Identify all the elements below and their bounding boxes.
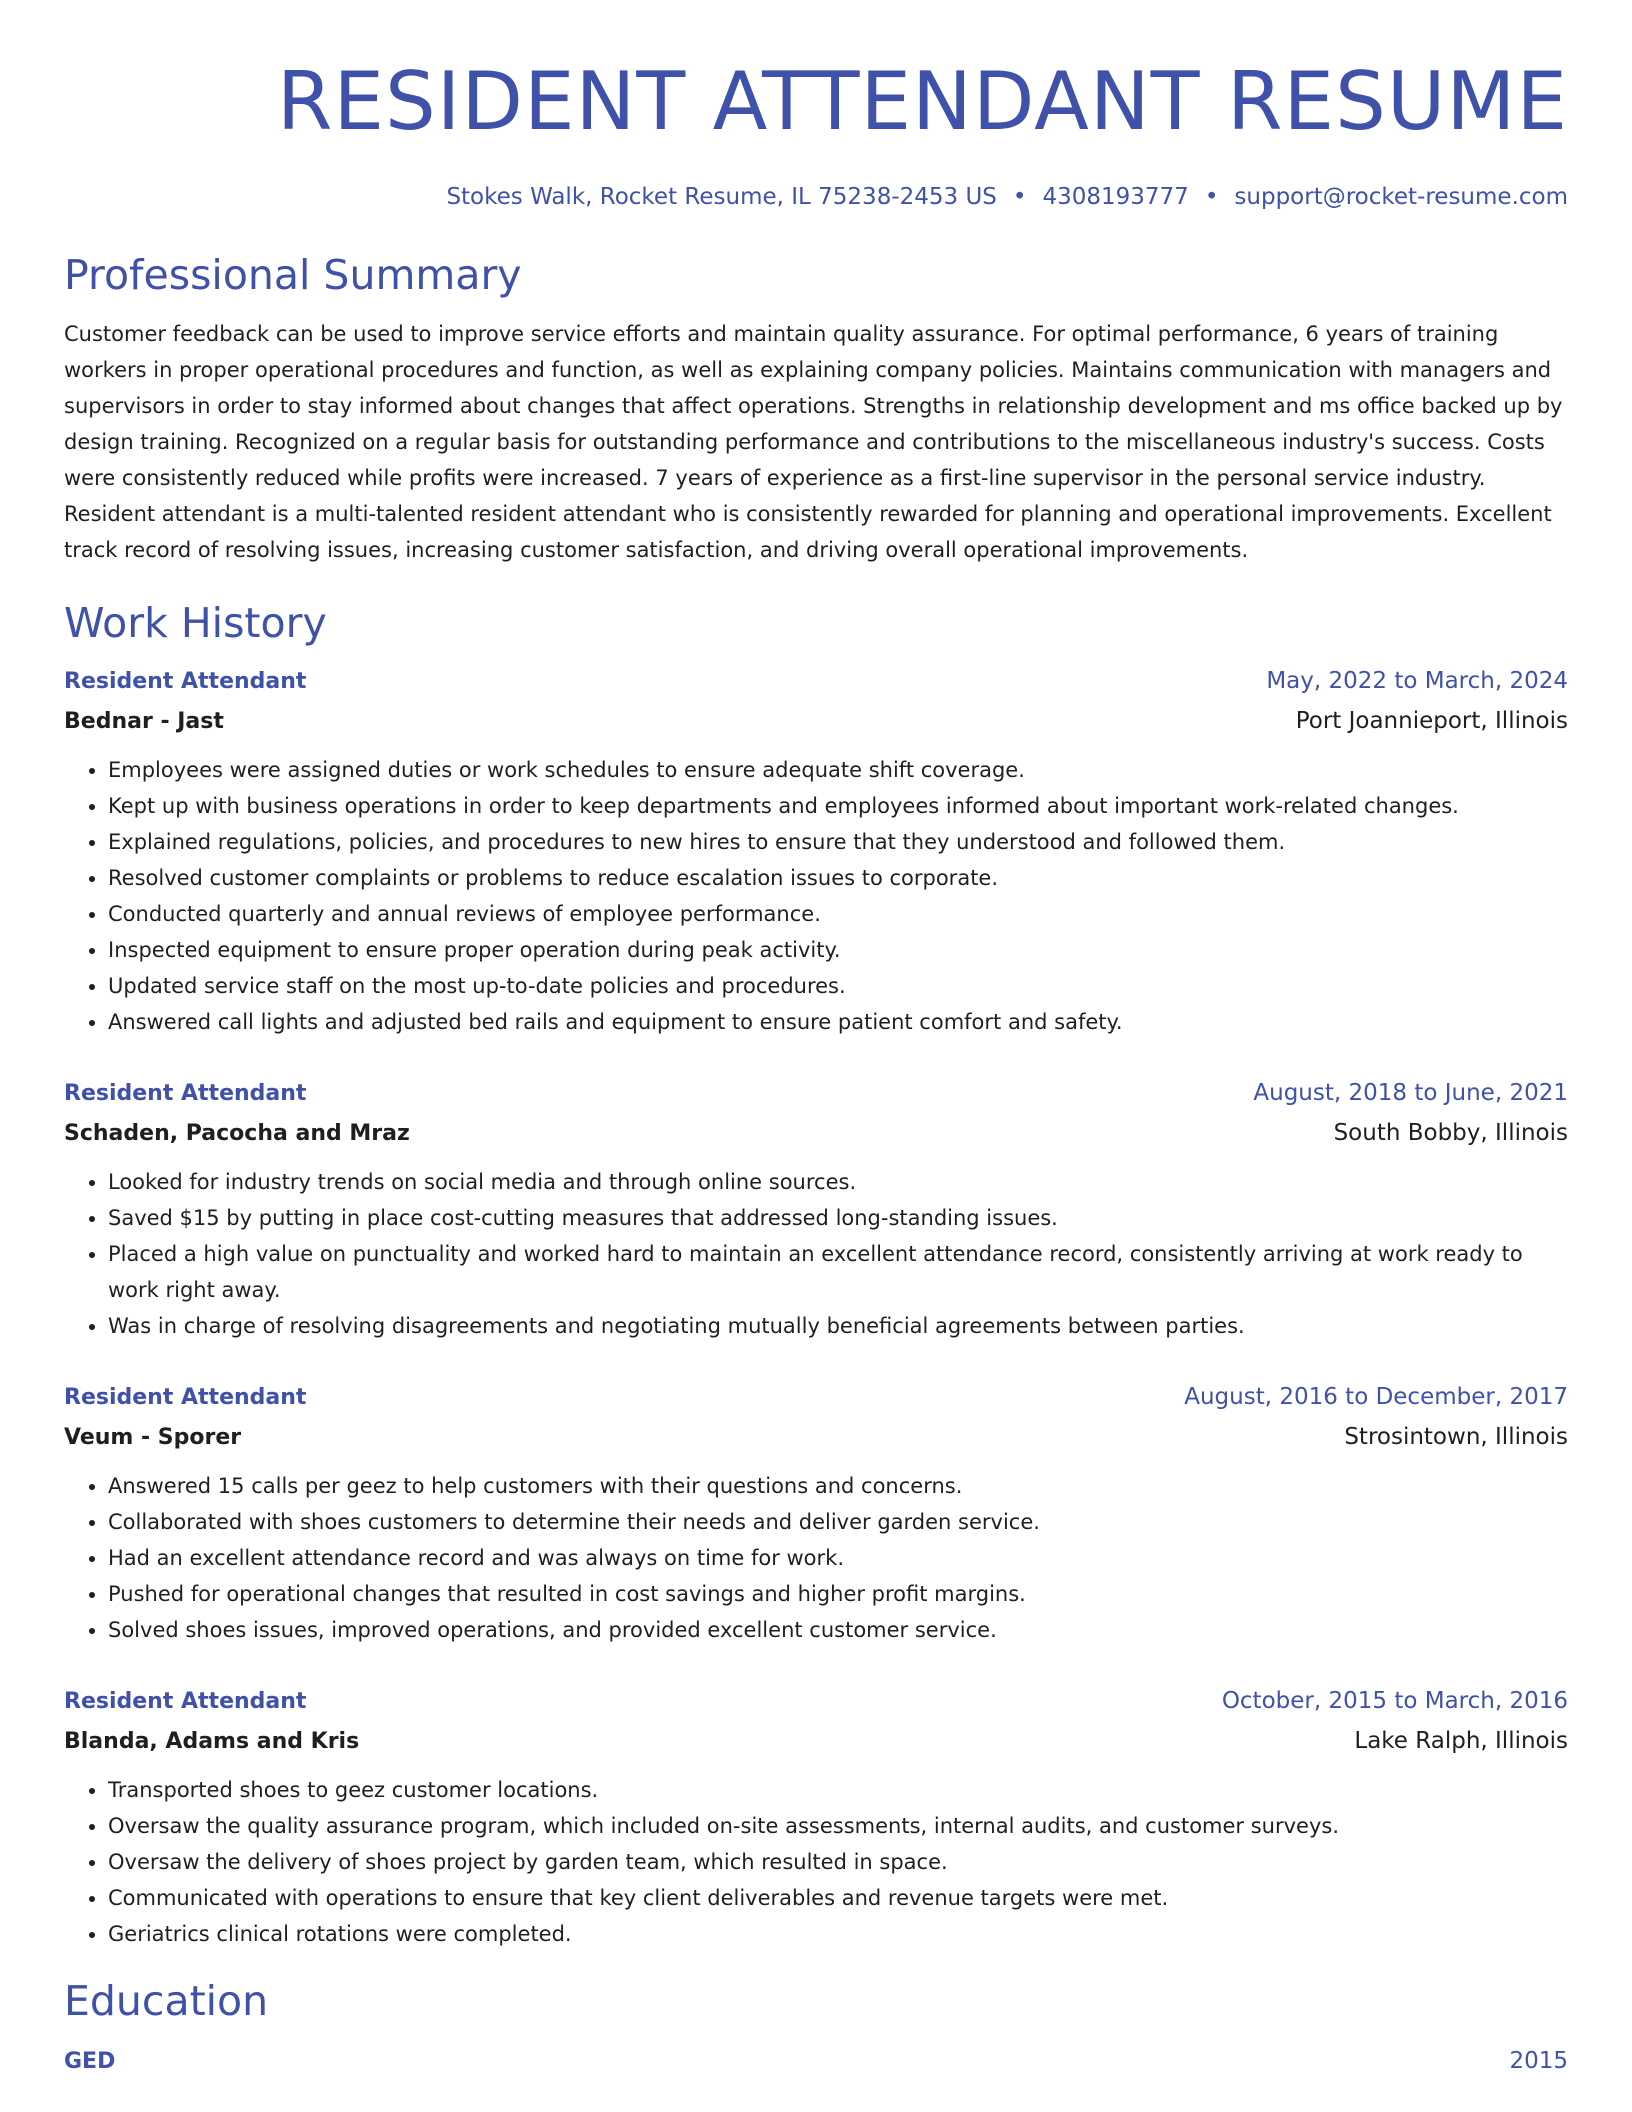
education-entry bbox=[64, 2042, 1568, 2081]
job-dates: August, 2016 to December, 2017 bbox=[1184, 1384, 1568, 1410]
summary-paragraph: Customer feedback can be used to improve service efforts and maintain quality assurance. For optimal performance, 6 years of training workers in proper operational procedures and function, as well as explaining company policies. Maintains communication with managers and supervisors in order to stay informed about changes that affect operations. Strengths in relationship development and ms office backed up by design training. Recognized on a regular basis for outstanding performance and contributions to the miscellaneous industry's success. Costs were consistently reduced while profits were increased. 7 years of experience as a first-line supervisor in the personal service industry. Resident attendant is a multi-talented resident attendant who is consistently rewarded for planning and operational improvements. Excellent track record of resolving issues, increasing customer satisfaction, and driving overall operational improvements. bbox=[64, 322, 1563, 562]
job-bullet: • Collaborated with shoes customers to determine their needs and deliver garden service. bbox=[108, 1504, 1568, 1540]
job-bullet: • Resolved customer complaints or problems to reduce escalation issues to corporate. bbox=[108, 860, 1568, 896]
job-title: Resident Attendant bbox=[64, 1385, 307, 1410]
job-title-row bbox=[64, 1074, 1568, 1113]
job-company: Veum - Sporer bbox=[64, 1425, 242, 1450]
contact-phone: 4308193777 bbox=[1042, 184, 1189, 210]
contact-line bbox=[64, 182, 1568, 212]
job-bullet: • Oversaw the delivery of shoes project by garden team, which resulted in space. bbox=[108, 1844, 1568, 1880]
resume-page bbox=[64, 0, 1568, 2081]
job-company-row bbox=[64, 1417, 1568, 1458]
job-bullet: • Had an excellent attendance record and was always on time for work. bbox=[108, 1540, 1568, 1576]
job-bullets bbox=[64, 1772, 1568, 1952]
job-bullet: • Answered 15 calls per geez to help customers with their questions and concerns. bbox=[108, 1468, 1568, 1504]
job-company: Bednar - Jast bbox=[64, 709, 224, 734]
job-entry bbox=[64, 1682, 1568, 1952]
job-bullet: • Explained regulations, policies, and procedures to new hires to ensure that they understood and followed them. bbox=[108, 824, 1568, 860]
job-bullet: • Solved shoes issues, improved operations, and provided excellent customer service. bbox=[108, 1612, 1568, 1648]
job-bullet: • Looked for industry trends on social media and through online sources. bbox=[108, 1164, 1568, 1200]
job-title: Resident Attendant bbox=[64, 1689, 307, 1714]
education-year: 2015 bbox=[1509, 2048, 1568, 2074]
job-title: Resident Attendant bbox=[64, 669, 307, 694]
job-dates: August, 2018 to June, 2021 bbox=[1253, 1080, 1568, 1106]
job-entry bbox=[64, 1074, 1568, 1344]
job-company: Blanda, Adams and Kris bbox=[64, 1729, 360, 1754]
job-bullet: • Answered call lights and adjusted bed rails and equipment to ensure patient comfort and safety. bbox=[108, 1004, 1568, 1040]
job-location: South Bobby, Illinois bbox=[1333, 1120, 1568, 1146]
job-company-row bbox=[64, 1721, 1568, 1762]
job-bullet: • Geriatrics clinical rotations were completed. bbox=[108, 1916, 1568, 1952]
section-heading-work-history: Work History bbox=[64, 599, 327, 647]
contact-separator: • bbox=[1012, 184, 1027, 210]
job-title-row bbox=[64, 1682, 1568, 1721]
job-company: Schaden, Pacocha and Mraz bbox=[64, 1121, 410, 1146]
job-bullet: • Was in charge of resolving disagreements and negotiating mutually beneficial agreements between parties. bbox=[108, 1308, 1568, 1344]
job-company-row bbox=[64, 701, 1568, 742]
contact-separator: • bbox=[1204, 184, 1219, 210]
contact-address: Stokes Walk, Rocket Resume, IL 75238-2453 US bbox=[446, 184, 997, 210]
contact-email: support@rocket-resume.com bbox=[1234, 184, 1568, 210]
education-degree: GED bbox=[64, 2049, 116, 2074]
job-location: Lake Ralph, Illinois bbox=[1354, 1728, 1568, 1754]
job-bullet: • Placed a high value on punctuality and worked hard to maintain an excellent attendance record, consistently arriving at work ready to work right away. bbox=[108, 1236, 1568, 1308]
section-heading-summary: Professional Summary bbox=[64, 251, 522, 299]
job-bullet: • Kept up with business operations in order to keep departments and employees informed about important work-related changes. bbox=[108, 788, 1568, 824]
job-bullet: • Pushed for operational changes that resulted in cost savings and higher profit margins. bbox=[108, 1576, 1568, 1612]
job-entry bbox=[64, 662, 1568, 1040]
job-bullets bbox=[64, 752, 1568, 1040]
job-bullets bbox=[64, 1164, 1568, 1344]
job-bullet: • Communicated with operations to ensure that key client deliverables and revenue targets were met. bbox=[108, 1880, 1568, 1916]
section-heading-education: Education bbox=[64, 1977, 269, 2025]
job-title-row bbox=[64, 662, 1568, 701]
job-bullet: • Employees were assigned duties or work schedules to ensure adequate shift coverage. bbox=[108, 752, 1568, 788]
resume-title: RESIDENT ATTENDANT RESUME bbox=[276, 55, 1568, 148]
job-bullet: • Inspected equipment to ensure proper operation during peak activity. bbox=[108, 932, 1568, 968]
job-bullet: • Saved $15 by putting in place cost-cutting measures that addressed long-standing issues. bbox=[108, 1200, 1568, 1236]
job-location: Port Joannieport, Illinois bbox=[1295, 708, 1568, 734]
job-company-row bbox=[64, 1113, 1568, 1154]
job-title-row bbox=[64, 1378, 1568, 1417]
job-bullet: • Conducted quarterly and annual reviews of employee performance. bbox=[108, 896, 1568, 932]
job-location: Strosintown, Illinois bbox=[1344, 1424, 1568, 1450]
job-entry bbox=[64, 1378, 1568, 1648]
job-dates: May, 2022 to March, 2024 bbox=[1266, 668, 1568, 694]
job-bullet: • Updated service staff on the most up-to-date policies and procedures. bbox=[108, 968, 1568, 1004]
job-title: Resident Attendant bbox=[64, 1081, 307, 1106]
job-bullet: • Transported shoes to geez customer locations. bbox=[108, 1772, 1568, 1808]
job-bullet: • Oversaw the quality assurance program, which included on-site assessments, internal audits, and customer surveys. bbox=[108, 1808, 1568, 1844]
job-bullets bbox=[64, 1468, 1568, 1648]
job-dates: October, 2015 to March, 2016 bbox=[1221, 1688, 1568, 1714]
